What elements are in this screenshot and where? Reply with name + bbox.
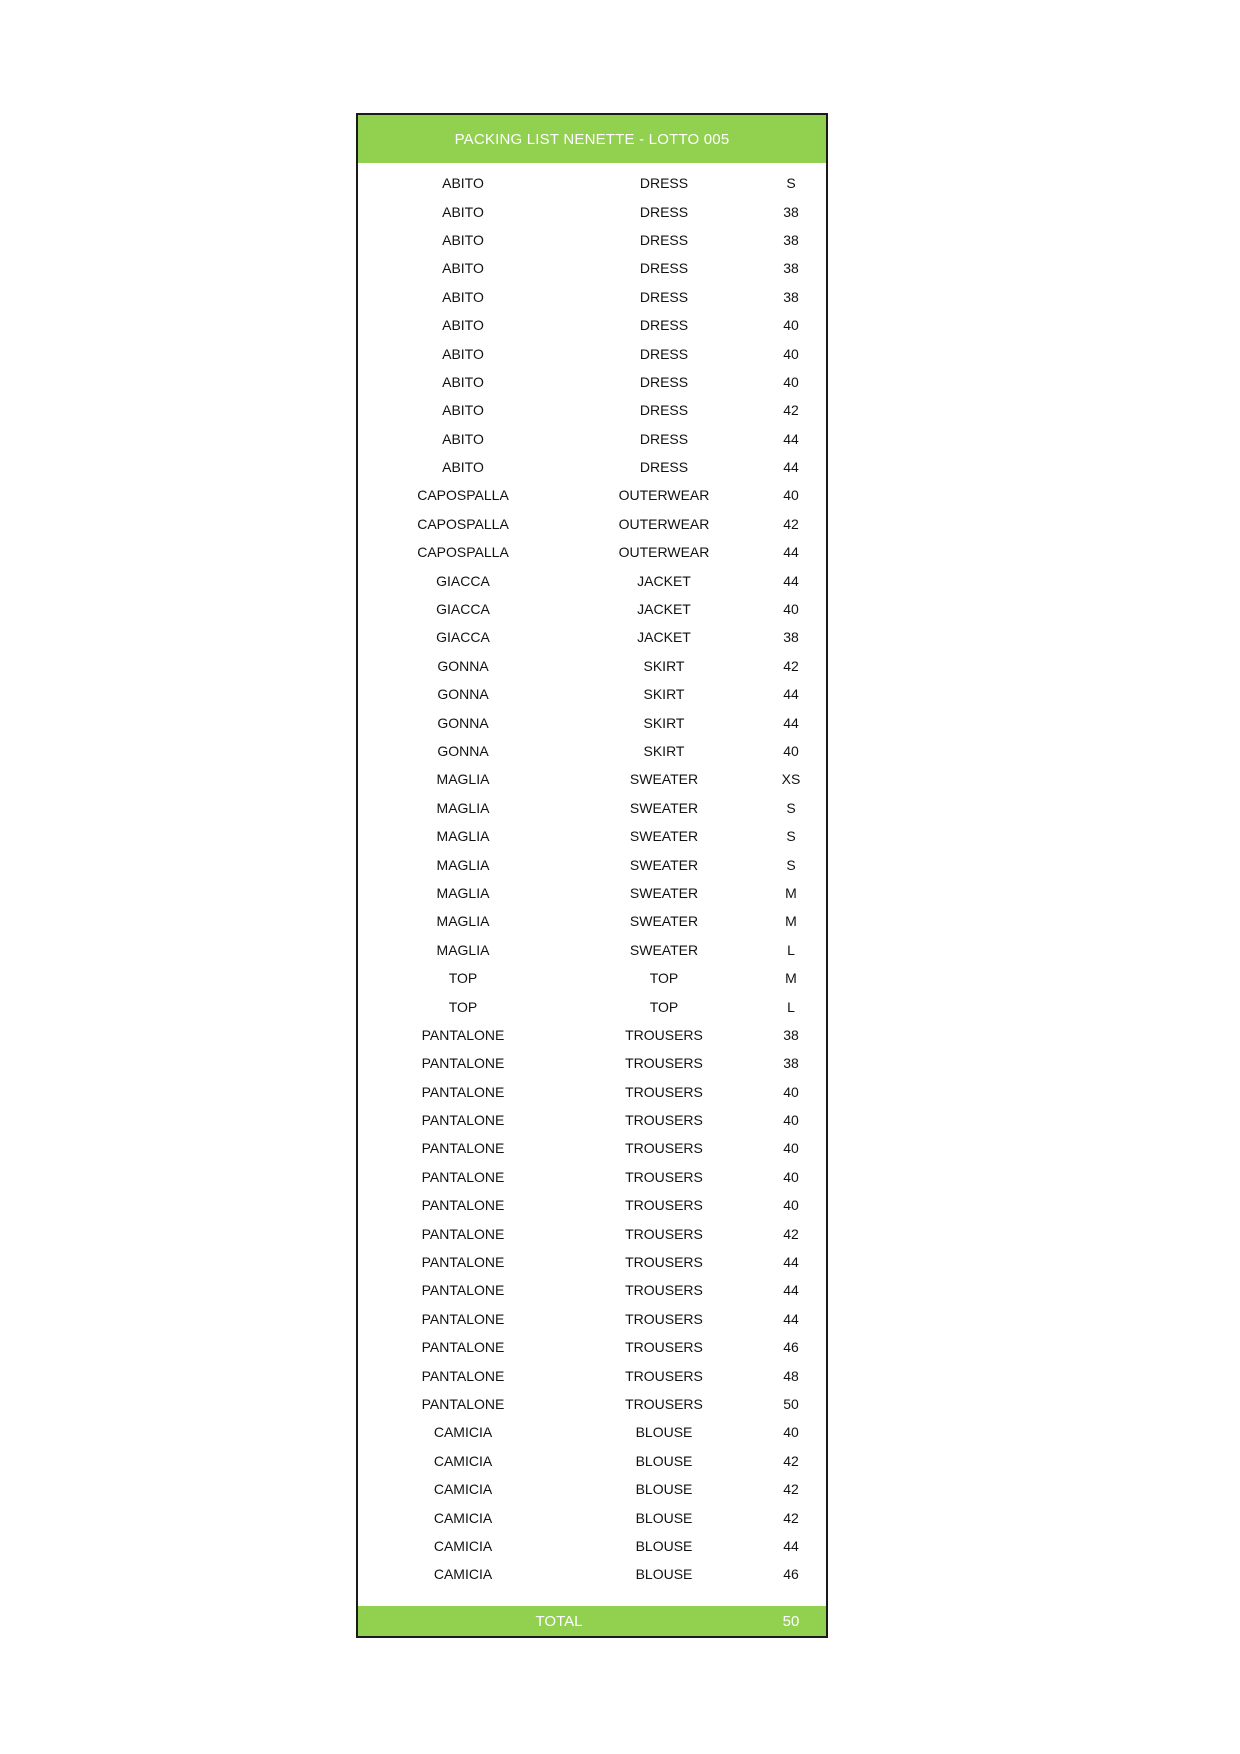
item-english-cell: BLOUSE bbox=[635, 1566, 693, 1583]
item-italian-cell: ABITO bbox=[442, 459, 484, 476]
item-italian-cell: ABITO bbox=[442, 260, 484, 277]
size-cell: 44 bbox=[783, 459, 799, 476]
table-row bbox=[358, 197, 826, 225]
item-italian-cell: PANTALONE bbox=[421, 1083, 505, 1100]
item-italian-cell: PANTALONE bbox=[421, 1168, 505, 1185]
item-italian-cell: MAGLIA bbox=[436, 828, 490, 845]
table-row bbox=[358, 652, 826, 680]
size-cell: XS bbox=[781, 771, 801, 788]
item-english-cell: DRESS bbox=[639, 459, 689, 476]
item-english-cell: DRESS bbox=[639, 317, 689, 334]
item-english-cell: SKIRT bbox=[643, 657, 685, 674]
item-italian-cell: GONNA bbox=[437, 743, 489, 759]
table-row bbox=[358, 1560, 826, 1588]
item-italian-cell: ABITO bbox=[442, 430, 484, 447]
size-cell: 46 bbox=[783, 1566, 799, 1583]
size-cell: 42 bbox=[783, 1452, 799, 1469]
item-italian-cell: MAGLIA bbox=[436, 941, 490, 958]
item-italian-cell: CAMICIA bbox=[433, 1509, 493, 1526]
item-italian-cell: ABITO bbox=[442, 175, 484, 192]
table-row bbox=[358, 1248, 826, 1276]
item-english-cell: JACKET bbox=[637, 572, 691, 589]
item-english-cell: OUTERWEAR bbox=[618, 544, 710, 561]
size-cell: 42 bbox=[783, 657, 799, 674]
table-row bbox=[358, 1390, 826, 1418]
table-row bbox=[358, 339, 826, 367]
table-row bbox=[358, 311, 826, 339]
item-italian-cell: ABITO bbox=[442, 203, 484, 220]
size-cell: 42 bbox=[783, 1509, 799, 1526]
table-row bbox=[358, 453, 826, 481]
table-row bbox=[358, 1447, 826, 1475]
size-cell: 40 bbox=[783, 1197, 799, 1214]
item-english-cell: BLOUSE bbox=[635, 1509, 693, 1526]
table-row bbox=[358, 169, 826, 197]
size-cell: 42 bbox=[783, 515, 799, 532]
item-italian-cell: TOP bbox=[448, 998, 478, 1015]
size-cell: M bbox=[785, 970, 797, 987]
size-cell: L bbox=[787, 941, 795, 958]
item-italian-cell: CAMICIA bbox=[433, 1481, 493, 1498]
size-cell: 44 bbox=[783, 1282, 799, 1299]
item-english-cell: DRESS bbox=[639, 430, 689, 447]
item-english-cell: TOP bbox=[649, 998, 679, 1015]
table-row bbox=[358, 1134, 826, 1162]
size-cell: 38 bbox=[783, 1055, 799, 1072]
item-italian-cell: CAMICIA bbox=[433, 1537, 493, 1554]
item-italian-cell: PANTALONE bbox=[421, 1367, 505, 1384]
item-italian-cell: ABITO bbox=[442, 345, 484, 362]
size-cell: S bbox=[786, 175, 796, 192]
size-cell: 40 bbox=[783, 743, 799, 759]
table-row bbox=[358, 936, 826, 964]
table-row bbox=[358, 1219, 826, 1247]
item-italian-cell: PANTALONE bbox=[421, 1225, 505, 1242]
table-row bbox=[358, 396, 826, 424]
item-italian-cell: GONNA bbox=[437, 714, 489, 731]
item-english-cell: TROUSERS bbox=[625, 1310, 703, 1327]
total-value: 50 bbox=[782, 1612, 800, 1630]
total-row bbox=[358, 1606, 826, 1636]
table-row bbox=[358, 1305, 826, 1333]
table-row bbox=[358, 1106, 826, 1134]
item-italian-cell: MAGLIA bbox=[436, 856, 490, 873]
item-english-cell: TROUSERS bbox=[625, 1112, 703, 1129]
size-cell: 42 bbox=[783, 1481, 799, 1498]
size-cell: 40 bbox=[783, 1140, 799, 1157]
item-english-cell: TROUSERS bbox=[625, 1197, 703, 1214]
size-cell: 38 bbox=[783, 629, 799, 646]
item-english-cell: OUTERWEAR bbox=[618, 515, 710, 532]
size-cell: 38 bbox=[783, 203, 799, 220]
table-body bbox=[358, 163, 826, 1589]
size-cell: 44 bbox=[783, 1537, 799, 1554]
size-cell: 50 bbox=[783, 1395, 799, 1412]
item-english-cell: BLOUSE bbox=[635, 1537, 693, 1554]
item-italian-cell: GIACCA bbox=[436, 572, 490, 589]
item-english-cell: SWEATER bbox=[629, 941, 699, 958]
table-row bbox=[358, 1333, 826, 1361]
item-italian-cell: PANTALONE bbox=[421, 1310, 505, 1327]
item-english-cell: DRESS bbox=[639, 260, 689, 277]
item-english-cell: BLOUSE bbox=[635, 1481, 693, 1498]
table-row bbox=[358, 595, 826, 623]
table-row bbox=[358, 708, 826, 736]
item-english-cell: SWEATER bbox=[629, 771, 699, 788]
table-row bbox=[358, 1361, 826, 1389]
item-italian-cell: GIACCA bbox=[436, 629, 490, 646]
item-english-cell: TROUSERS bbox=[625, 1395, 703, 1412]
size-cell: 48 bbox=[783, 1367, 799, 1384]
item-english-cell: TROUSERS bbox=[625, 1254, 703, 1271]
item-italian-cell: PANTALONE bbox=[421, 1254, 505, 1271]
table-row bbox=[358, 992, 826, 1020]
item-italian-cell: CAMICIA bbox=[433, 1424, 493, 1441]
size-cell: M bbox=[785, 913, 797, 930]
item-english-cell: DRESS bbox=[639, 231, 689, 248]
item-english-cell: SKIRT bbox=[643, 714, 685, 731]
table-row bbox=[358, 623, 826, 651]
item-english-cell: TROUSERS bbox=[625, 1140, 703, 1157]
item-english-cell: DRESS bbox=[639, 373, 689, 390]
size-cell: 44 bbox=[783, 430, 799, 447]
item-italian-cell: PANTALONE bbox=[421, 1339, 505, 1356]
size-cell: 44 bbox=[783, 544, 799, 561]
table-row bbox=[358, 1191, 826, 1219]
item-english-cell: TROUSERS bbox=[625, 1083, 703, 1100]
item-italian-cell: CAMICIA bbox=[433, 1566, 493, 1583]
item-italian-cell: PANTALONE bbox=[421, 1395, 505, 1412]
item-english-cell: TROUSERS bbox=[625, 1026, 703, 1043]
size-cell: 40 bbox=[783, 1083, 799, 1100]
item-italian-cell: MAGLIA bbox=[436, 913, 490, 930]
table-row bbox=[358, 254, 826, 282]
table-row bbox=[358, 737, 826, 765]
size-cell: 42 bbox=[783, 402, 799, 419]
item-italian-cell: CAMICIA bbox=[433, 1452, 493, 1469]
item-english-cell: TROUSERS bbox=[625, 1225, 703, 1242]
table-row bbox=[358, 964, 826, 992]
item-italian-cell: GIACCA bbox=[436, 601, 490, 618]
total-label: TOTAL bbox=[535, 1612, 583, 1630]
item-italian-cell: PANTALONE bbox=[421, 1026, 505, 1043]
item-english-cell: SWEATER bbox=[629, 799, 699, 816]
table-row bbox=[358, 538, 826, 566]
item-english-cell: DRESS bbox=[639, 402, 689, 419]
table-row bbox=[358, 1503, 826, 1531]
table-row bbox=[358, 1418, 826, 1446]
size-cell: 40 bbox=[783, 1424, 799, 1441]
table-row bbox=[358, 680, 826, 708]
table-row bbox=[358, 566, 826, 594]
size-cell: 40 bbox=[783, 487, 799, 504]
table-row bbox=[358, 368, 826, 396]
item-english-cell: TROUSERS bbox=[625, 1282, 703, 1299]
table-title: PACKING LIST NENETTE - LOTTO 005 bbox=[358, 115, 826, 163]
item-english-cell: JACKET bbox=[637, 629, 691, 646]
size-cell: 46 bbox=[783, 1339, 799, 1356]
item-english-cell: OUTERWEAR bbox=[618, 487, 710, 504]
item-english-cell: SWEATER bbox=[629, 856, 699, 873]
table-row bbox=[358, 481, 826, 509]
size-cell: 44 bbox=[783, 686, 799, 703]
table-row bbox=[358, 1078, 826, 1106]
item-italian-cell: CAPOSPALLA bbox=[417, 544, 509, 561]
packing-list-table bbox=[356, 113, 828, 1638]
item-italian-cell: MAGLIA bbox=[436, 884, 490, 901]
size-cell: 40 bbox=[783, 1112, 799, 1129]
item-english-cell: BLOUSE bbox=[635, 1424, 693, 1441]
size-cell: 40 bbox=[783, 601, 799, 618]
item-english-cell: JACKET bbox=[637, 601, 691, 618]
size-cell: S bbox=[786, 799, 796, 816]
item-italian-cell: CAPOSPALLA bbox=[417, 487, 509, 504]
size-cell: M bbox=[785, 884, 797, 901]
item-english-cell: SWEATER bbox=[629, 828, 699, 845]
size-cell: S bbox=[786, 856, 796, 873]
item-italian-cell: CAPOSPALLA bbox=[417, 515, 509, 532]
item-italian-cell: PANTALONE bbox=[421, 1140, 505, 1157]
table-row bbox=[358, 765, 826, 793]
item-italian-cell: PANTALONE bbox=[421, 1055, 505, 1072]
item-italian-cell: ABITO bbox=[442, 317, 484, 334]
table-row bbox=[358, 510, 826, 538]
table-row bbox=[358, 1276, 826, 1304]
item-italian-cell: ABITO bbox=[442, 288, 484, 305]
item-italian-cell: ABITO bbox=[442, 373, 484, 390]
table-row bbox=[358, 425, 826, 453]
table-row bbox=[358, 879, 826, 907]
size-cell: L bbox=[787, 998, 795, 1015]
item-italian-cell: ABITO bbox=[442, 231, 484, 248]
item-italian-cell: MAGLIA bbox=[436, 771, 490, 788]
size-cell: S bbox=[786, 828, 796, 845]
table-row bbox=[358, 794, 826, 822]
item-english-cell: TROUSERS bbox=[625, 1055, 703, 1072]
size-cell: 38 bbox=[783, 288, 799, 305]
item-english-cell: DRESS bbox=[639, 345, 689, 362]
item-english-cell: BLOUSE bbox=[635, 1452, 693, 1469]
table-row bbox=[358, 1163, 826, 1191]
item-italian-cell: ABITO bbox=[442, 402, 484, 419]
table-row bbox=[358, 1532, 826, 1560]
size-cell: 38 bbox=[783, 1026, 799, 1043]
item-italian-cell: PANTALONE bbox=[421, 1112, 505, 1129]
item-english-cell: DRESS bbox=[639, 175, 689, 192]
table-row bbox=[358, 850, 826, 878]
table-row bbox=[358, 1049, 826, 1077]
item-italian-cell: TOP bbox=[448, 970, 478, 987]
item-italian-cell: MAGLIA bbox=[436, 799, 490, 816]
size-cell: 40 bbox=[783, 1168, 799, 1185]
item-english-cell: SKIRT bbox=[643, 686, 685, 703]
item-english-cell: SKIRT bbox=[643, 743, 685, 759]
item-english-cell: DRESS bbox=[639, 288, 689, 305]
size-cell: 40 bbox=[783, 345, 799, 362]
item-english-cell: SWEATER bbox=[629, 884, 699, 901]
table-row bbox=[358, 226, 826, 254]
size-cell: 44 bbox=[783, 1310, 799, 1327]
size-cell: 44 bbox=[783, 1254, 799, 1271]
item-italian-cell: GONNA bbox=[437, 657, 489, 674]
size-cell: 42 bbox=[783, 1225, 799, 1242]
item-italian-cell: GONNA bbox=[437, 686, 489, 703]
item-english-cell: TROUSERS bbox=[625, 1339, 703, 1356]
table-row bbox=[358, 1021, 826, 1049]
size-cell: 38 bbox=[783, 231, 799, 248]
item-english-cell: DRESS bbox=[639, 203, 689, 220]
size-cell: 44 bbox=[783, 714, 799, 731]
item-english-cell: TOP bbox=[649, 970, 679, 987]
size-cell: 44 bbox=[783, 572, 799, 589]
size-cell: 38 bbox=[783, 260, 799, 277]
table-row bbox=[358, 907, 826, 935]
item-italian-cell: PANTALONE bbox=[421, 1282, 505, 1299]
item-english-cell: SWEATER bbox=[629, 913, 699, 930]
table-row bbox=[358, 283, 826, 311]
item-italian-cell: PANTALONE bbox=[421, 1197, 505, 1214]
item-english-cell: TROUSERS bbox=[625, 1367, 703, 1384]
item-english-cell: TROUSERS bbox=[625, 1168, 703, 1185]
table-row bbox=[358, 1475, 826, 1503]
table-row bbox=[358, 822, 826, 850]
size-cell: 40 bbox=[783, 373, 799, 390]
size-cell: 40 bbox=[783, 317, 799, 334]
